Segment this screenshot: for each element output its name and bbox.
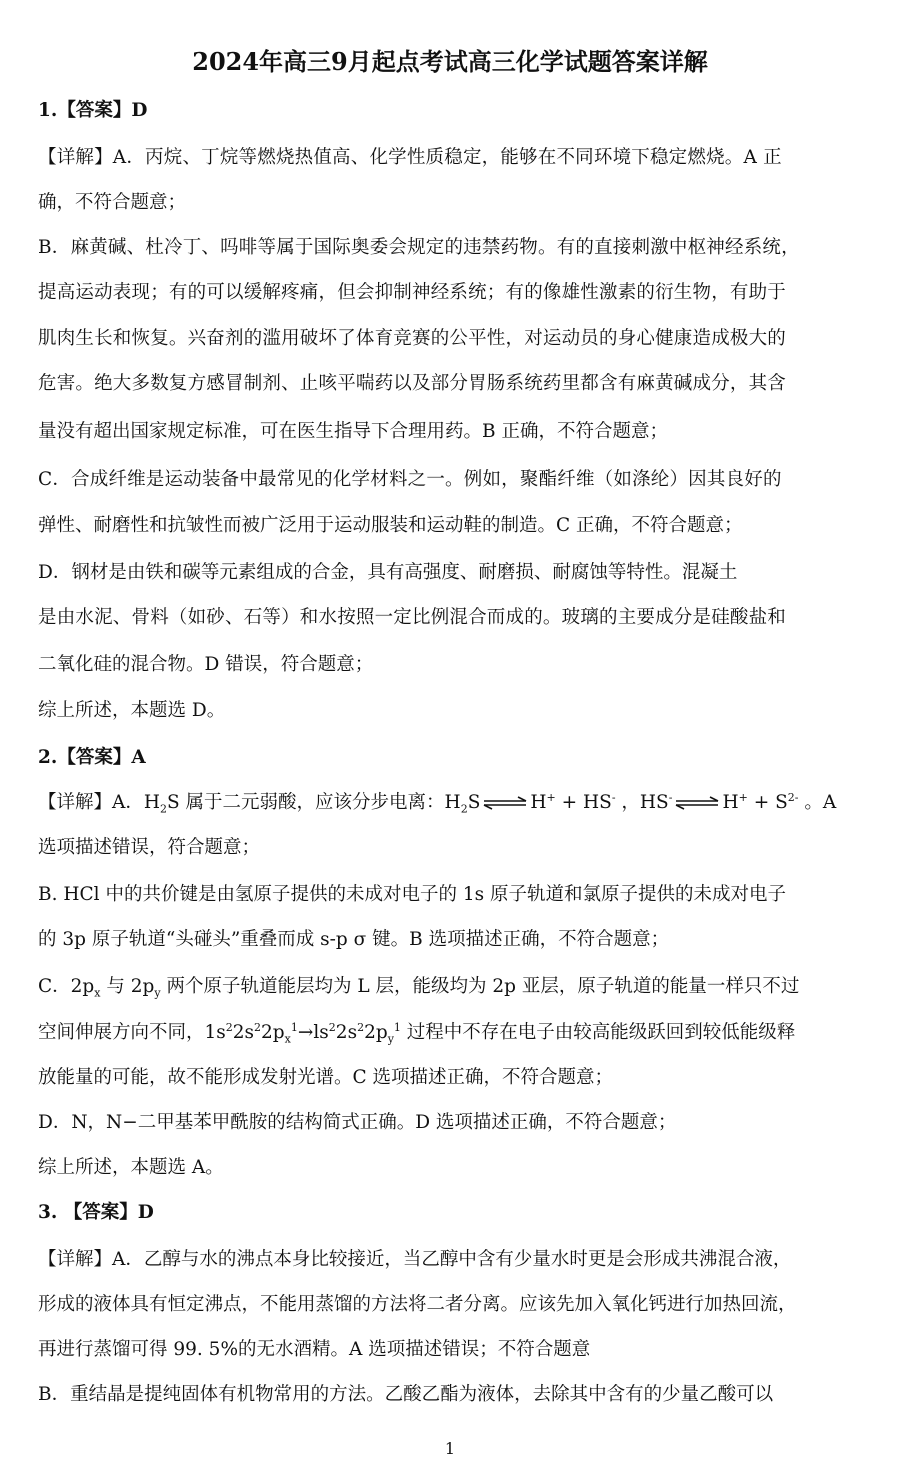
q2-line-5: C．$2p_x$ 与 $2p_y$ 两个原子轨道能层均为 L 层，能级均为 2p 亚层，原子轨道的能量一样只不过: [38, 976, 800, 1000]
q1-line-8: C．合成纤维是运动装备中最常见的化学材料之一。例如，聚酯纤维（如涤纶）因其良好的: [38, 469, 782, 490]
q2-line-4: 的 3p 原子轨道“头碰头”重叠而成 s-p σ 键。B 选项描述正确，不符合题意；: [38, 929, 670, 950]
q2-line-9: 综上所述，本题选 A。: [38, 1157, 224, 1178]
q3-line-2: 形成的液体具有恒定沸点，不能用蒸馏的方法将二者分离。应该先加入氧化钙进行加热回流，: [38, 1294, 797, 1315]
q1-line-5: 肌肉生长和恢复。兴奋剂的滥用破坏了体育竞赛的公平性，对运动员的身心健康造成极大的: [38, 328, 787, 349]
q1-line-12: 二氧化硅的混合物。D 错误，符合题意；: [38, 654, 374, 675]
q3-line-1: 【详解】A．乙醇与水的沸点本身比较接近，当乙醇中含有少量水时更是会形成共沸混合液，: [38, 1249, 792, 1270]
q2-line-6: 空间伸展方向不同，$1s^22s^22p_x^1\to ls^22s^22p_y^1$ 过程中不存在电子由较高能级跃回到较低能级释: [38, 1020, 796, 1046]
q2-line-7: 放能量的可能，故不能形成发射光谱。C 选项描述正确，不符合题意；: [38, 1067, 614, 1088]
q1-line-6: 危害。绝大多数复方感冒制剂、止咳平喘药以及部分胃肠系统药里都含有麻黄碱成分，其含: [38, 373, 787, 394]
q1-answer: 1.【答案】D: [38, 100, 148, 121]
page-number: 1: [444, 1439, 456, 1458]
q1-line-3: B．麻黄碱、杜冷丁、吗啡等属于国际奥委会规定的违禁药物。有的直接刺激中枢神经系统，: [38, 237, 800, 258]
q2-answer: 2.【答案】A: [38, 747, 146, 768]
q1-line-1: 【详解】A．丙烷、丁烷等燃烧热值高、化学性质稳定，能够在不同环境下稳定燃烧。A 正: [38, 147, 782, 168]
q1-line-10: D．钢材是由铁和碳等元素组成的合金，具有高强度、耐磨损、耐腐蚀等特性。混凝土: [38, 562, 738, 583]
q2-line-1: 【详解】A．$H_2S$ 属于二元弱酸，应该分步电离：$H_2S$ H+ + HS- ，HS- $H^+ + S^{2-}$ 。A: [38, 790, 837, 816]
reversible-arrow-icon: [482, 796, 528, 810]
q1-line-13: 综上所述，本题选 D。: [38, 700, 226, 721]
q1-line-9: 弹性、耐磨性和抗皱性而被广泛用于运动服装和运动鞋的制造。C 正确，不符合题意；: [38, 515, 743, 536]
q3-line-4: B．重结晶是提纯固体有机物常用的方法。乙酸乙酯为液体，去除其中含有的少量乙酸可以: [38, 1384, 774, 1405]
q2-line-3: B. HCl 中的共价键是由氢原子提供的未成对电子的 1s 原子轨道和氯原子提供的未成对电子: [38, 884, 786, 905]
page-title: 2024年高三9月起点考试高三化学试题答案详解: [192, 47, 708, 76]
q1-line-4: 提高运动表现；有的可以缓解疼痛，但会抑制神经系统；有的像雄性激素的衍生物，有助于: [38, 282, 787, 303]
q3-answer: 3. 【答案】D: [38, 1202, 154, 1223]
q2-line-8: D．N，N−二甲基苯甲酰胺的结构简式正确。D 选项描述正确，不符合题意；: [38, 1112, 677, 1133]
q2-line-2: 选项描述错误，符合题意；: [38, 837, 261, 858]
q1-line-2: 确，不符合题意；: [38, 192, 187, 213]
q3-line-3: 再进行蒸馏可得 99. 5%的无水酒精。A 选项描述错误；不符合题意: [38, 1339, 591, 1360]
q1-line-11: 是由水泥、骨料（如砂、石等）和水按照一定比例混合而成的。玻璃的主要成分是硅酸盐和: [38, 607, 787, 628]
q1-line-7: 量没有超出国家规定标准，可在医生指导下合理用药。B 正确，不符合题意；: [38, 421, 668, 442]
reversible-arrow-icon: [674, 796, 720, 810]
